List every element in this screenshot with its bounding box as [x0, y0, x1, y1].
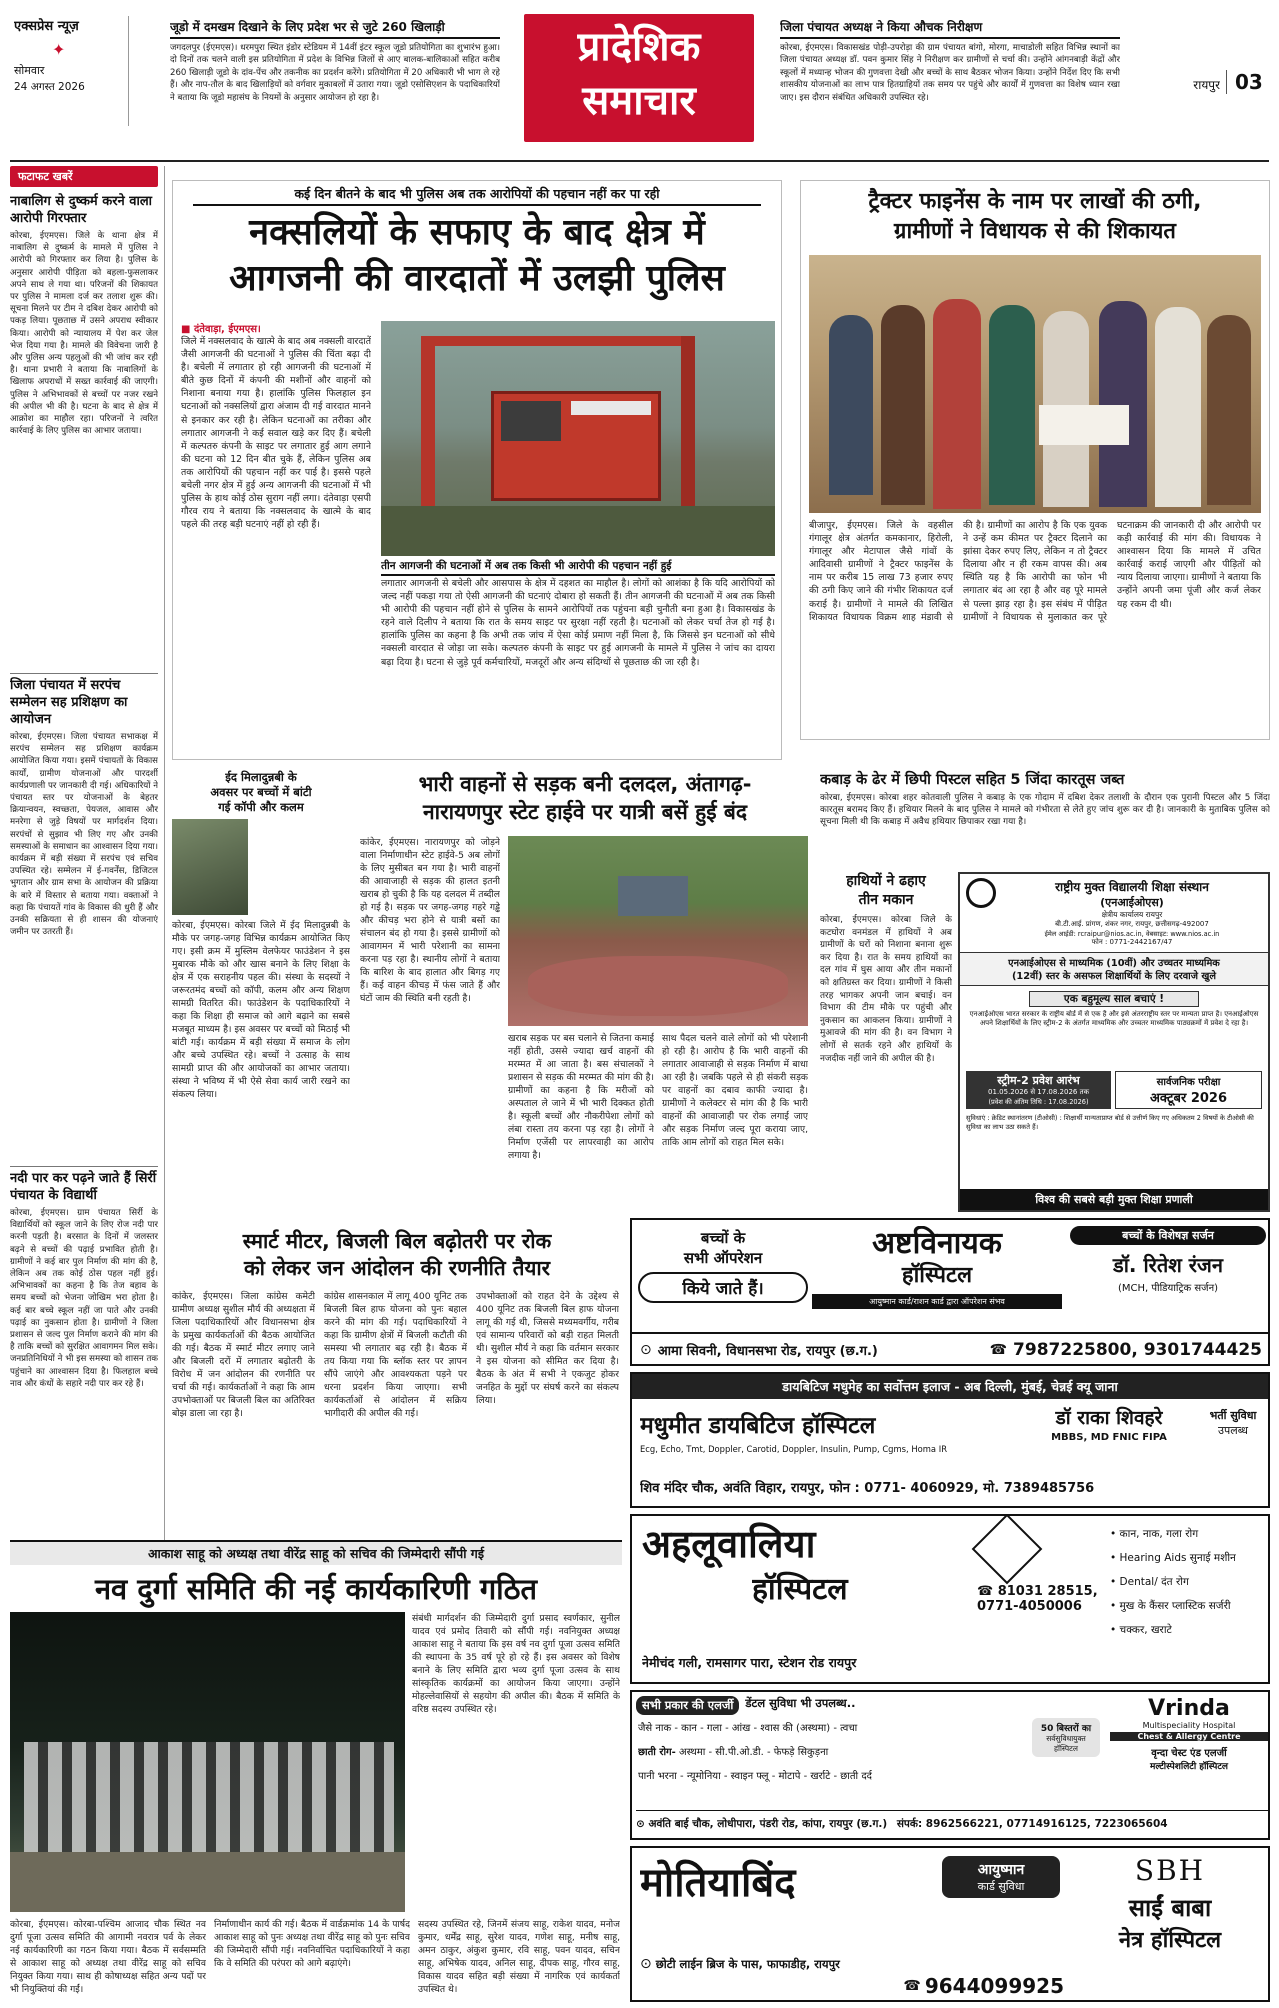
madhumeet-facility: भर्ती सुविधा: [1209, 1409, 1257, 1422]
vrinda-address: अवंति बाई चौक, लोधीपारा, पंडरी रोड, कांपा, रायपुर (छ.ग.): [648, 1818, 888, 1830]
road-col2: खराब सड़क पर बस चलाने से जितना कमाई नहीं होती, उससे ज्यादा खर्च वाहनों की मरम्मत में आ जाता है। बस संचालकों ने प्रशासन से सड़क की मरम्मत की मांग की है। ग्रामीणों का कहना है कि मरीजों को अस्पताल ले जाने में भी भारी दिक्कत होती है। स्कूली बच्चों और नौकरीपेशा लोगों को लंबा रास्ता तय करना पड़ रहा है। लोगों ने निर्माण एजेंसी पर लापरवाही का आरोप लगाया है।: [508, 1033, 654, 1161]
ahluwalia-service-1: • कान, नाक, गला रोग: [1110, 1528, 1199, 1540]
ashta-name: अष्टविनायक: [872, 1226, 1002, 1261]
top-left-headline: जूडो में दमखम दिखाने के लिए प्रदेश भर से जुटे 260 खिलाड़ी: [170, 18, 500, 39]
lead-col1: जिले में नक्सलवाद के खात्मे के बाद अब नक्सली वारदातें जैसी आगजनी की घटनाओं ने पुलिस की चिंता बढ़ा दी है। बचेली में लगातार हो रही आगजनी की घटनाओं में बीते कुछ दिनों में कंपनी की मशीनों और वाहनों को निशाना बनाया गया है। हालांकि पुलिस फिलहाल इन घटनाओं को नक्सलियों द्वारा अंजाम दी गई वारदात मानने से इनकार कर रही है। लेकिन घटनाओं का तरीका और लगातार आगजनी ने कई सवाल खड़े कर दिए हैं। बचेली में कल्पतरु कंपनी के साइट पर लगातार हुई आग लगाने की घटना को 12 दिन बीत चुके हैं, लेकिन पुलिस अब तक आरोपियों की पहचान नहीं कर पाई है। इससे पहले बचेली नगर क्षेत्र में हुई अन्य आगजनी की घटनाओं में भी पुलिस के हाथ कोई ठोस सुराग नहीं लगा। दंतेवाड़ा एसपी गौरव राय ने बताया कि नक्सलवाद के खात्मे के बाद पहले की तरह बड़ी घटनाएं नहीं हो रही हैं।: [181, 336, 371, 531]
road-headline-line1: भारी वाहनों से सड़क बनी दलदल, अंतागढ़-: [418, 772, 752, 796]
smart-meter-col3: उपभोक्ताओं को राहत देने के उद्देश्य से 400 यूनिट तक बिजली बिल हाफ योजना लागू की गई थी, जिससे मध्यमवर्गीय, गरीब एवं सामान्य परिवारों को बड़ी राहत मिलती थी। सुशील मौर्य ने कहा कि वर्तमान सरकार ने इस योजना को सीमित कर दिया है। बैठक के अंत में सभी ने एकजुट होकर जनहित के मुद्दों पर संघर्ष करने का संकल्प लिया।: [476, 1291, 619, 1406]
lead-photo-caption: तीन आगजनी की घटनाओं में अब तक किसी भी आरोपी की पहचान नहीं हुई: [381, 559, 775, 576]
top-right-body: कोरबा, ईएमएस। विकासखंड पोड़ी-उपरोड़ा की ग्राम पंचायत बांगो, मोरगा, माचाडोली सहित विभिन्न स्थानों का जिला पंचायत अध्यक्ष डॉ. पवन कुमार सिंह ने निरीक्षण कर ग्रामीणों से चर्चा की। उन्होंने आंगनबाड़ी केंद्रों और स्कूलों में मध्यान्ह भोजन की गुणवत्ता देखी और बच्चों के साथ बैठकर भोजन किया। उन्होंने निर्देश दिए कि सभी शासकीय योजनाओं का लाभ पात्र हितग्राहियों तक समय पर पहुंचे और कार्यों में गुणवत्ता का विशेष ध्यान रखा जाए। इस दौरान संबंधित अधिकारी उपस्थित रहे।: [780, 43, 1120, 103]
location-pin-icon: ⊙: [640, 1956, 652, 1972]
madhumeet-top-line: डायबिटिज मधुमेह का सर्वोत्तम इलाज - अब दिल्ली, मुंबई, चेन्नई क्यू जाना: [632, 1374, 1268, 1399]
ad-ahluwalia: [630, 1514, 1270, 1684]
vrinda-dental: डेंटल सुविधा भी उपलब्ध..: [745, 1696, 856, 1710]
lead-headline-line1: नक्सलियों के सफाए के बाद क्षेत्र में: [249, 212, 705, 253]
madhumeet-facility2: उपलब्ध: [1218, 1424, 1248, 1437]
fatafat-column: [10, 166, 158, 1566]
nios-stream-title: स्ट्रीम-2 प्रवेश आरंभ: [997, 1074, 1080, 1087]
madhumeet-address: शिव मंदिर चौक, अवंति विहार, रायपुर, फोन : 0771- 4060929, मो. 7389485756: [640, 1481, 1095, 1496]
saibaba-name: साईं बाबा: [1128, 1894, 1212, 1922]
ashta-doctor: डॉ. रितेश रंजन: [1113, 1253, 1223, 1277]
ahluwalia-services: [1110, 1522, 1268, 1642]
ahluwalia-service-5: • चक्कर, खराटे: [1110, 1624, 1172, 1636]
tractor-photo-villagers: [809, 255, 1261, 513]
nios-late-date: (प्रवेश की अंतिम तिथि : 17.08.2026): [988, 1098, 1089, 1106]
lead-photo-generator: [381, 321, 775, 556]
durga-col2: कोरबा, ईएमएस। कोरबा-पश्चिम आजाद चौक स्थित नव दुर्गा पूजा उत्सव समिति की आगामी नवरात्र पर्व के लेकर नई कार्यकारिणी का गठन किया गया। बैठक में सर्वसम्मति से आकाश साहू को अध्यक्ष तथा वीरेंद्र साहू को सचिव नियुक्त किया गया। साथ ही कोषाध्यक्ष सहित अन्य पदों पर भी नियुक्तियां की गईं।: [10, 1919, 206, 1995]
tractor-story: [800, 180, 1270, 740]
paper-name: एक्सप्रेस न्यूज़: [14, 19, 79, 34]
nios-address: बी.टी.आई. प्रांगण, शंकर नगर, रायपुर, छत्तीसगढ़-492007: [1055, 920, 1209, 928]
issue-date: 24 अगस्त 2026: [14, 81, 85, 93]
top-left-story: [170, 18, 500, 138]
ahluwalia-phone2: 0771-4050006: [977, 1599, 1082, 1614]
saibaba-phone: 9644099925: [924, 1974, 1064, 1998]
lead-kicker: कई दिन बीतने के बाद भी पुलिस अब तक आरोपियों की पहचान नहीं कर पा रही: [193, 185, 761, 206]
road-headline-line2: नारायणपुर स्टेट हाईवे पर यात्री बसें हुई बंद: [422, 800, 748, 824]
ahluwalia-address: नेमीचंद गली, रामसागर पारा, स्टेशन रोड रायपुर: [642, 1655, 857, 1670]
top-right-story: [780, 18, 1120, 138]
smart-meter-col2: कांग्रेस शासनकाल में लागू 400 यूनिट तक बिजली बिल हाफ योजना को पुनः बहाल करने की मांग की गई। पदाधिकारियों ने कहा कि ग्रामीण क्षेत्रों में बिजली कटौती की समस्या भी लगातार बढ़ रही है। बैठक में तय किया गया कि ब्लॉक स्तर पर ज्ञापन सौंपे जाएंगे और आवश्यकता पड़ने पर धरना प्रदर्शन किया जाएगा। सभी कार्यकर्ताओं से आंदोलन में सक्रिय भागीदारी की अपील की गई।: [324, 1291, 467, 1419]
nios-exam-title: सार्वजनिक परीक्षा: [1156, 1077, 1221, 1088]
ashta-specialist-label: बच्चों के विशेषज्ञ सर्जन: [1070, 1226, 1266, 1245]
tractor-body: बीजापुर, ईएमएस। जिले के वहसील गंगालूर क्षेत्र अंतर्गत कमकानार, हिरोली, गंगालूर और मेटापाल जैसे गांवों के आदिवासी ग्रामीणों ने ट्रैक्टर फाइनेंस के नाम पर करीब 15 लाख 73 हजार रुपए की ठगी किए जाने की गंभीर शिकायत दर्ज कराई है। ग्रामीणों ने मामले की लिखित शिकायत विधायक विक्रम शाह मंडावी से की है। ग्रामीणों का आरोप है कि एक युवक ने उन्हें कम कीमत पर ट्रैक्टर दिलाने का झांसा देकर रुपए लिए, लेकिन न तो ट्रैक्टर दिलाया और न ही रकम वापस की। अब स्थिति यह है कि आरोपी का फोन भी लगातार बंद आ रहा है और वह पूरे मामले से पल्ला झाड़ रहा है। इस संबंध में पीड़ित ग्रामीणों ने विधायक से मुलाकात कर पूरे घटनाक्रम की जानकारी दी और आरोपी पर कड़ी कार्रवाई की मांग की। विधायक ने आश्वासन दिया कि मामले में उचित कार्रवाई कराई जाएगी और पीड़ितों को न्याय दिलाया जाएगा। ग्रामीणों ने बताया कि उन्होंने अपनी जमा पूंजी और कर्ज लेकर यह रकम दी थी।: [809, 520, 1261, 623]
ahluwalia-service-4: • मुख के कैंसर प्लास्टिक सर्जरी: [1110, 1600, 1231, 1612]
ashta-left-line2: सभी ऑपरेशन: [683, 1249, 763, 1267]
bullet-icon: ■: [181, 324, 194, 335]
nios-main-line1: एनआईओएस से माध्यमिक (10वीं) और उच्चतर माध्यमिक: [960, 952, 1268, 969]
smart-meter-col1: कांकेर, ईएमएस। जिला कांग्रेस कमेटी ग्रामीण अध्यक्ष सुशील मौर्य की अध्यक्षता में जिला पदाधिकारियों और विधानसभा क्षेत्र के प्रमुख कार्यकर्ताओं की बैठक आयोजित की गई। बैठक में स्मार्ट मीटर लगाए जाने और बिजली दरों में लगातार बढ़ोतरी के विरोध में जन आंदोलन की रणनीति पर चर्चा की गई। कार्यकर्ताओं ने कहा कि आम उपभोक्ताओं पर बिजली बिल का अतिरिक्त बोझ डाला जा रहा है।: [172, 1291, 315, 1419]
ashta-name2: हॉस्पिटल: [901, 1263, 973, 1288]
ad-vrinda: [630, 1690, 1270, 1840]
ad-madhumeet: [630, 1372, 1270, 1508]
elephant-body: कोरबा, ईएमएस। कोरबा जिले के कटघोरा वनमंडल में हाथियों ने अब ग्रामीणों के घरों को निशाना बनाना शुरू कर दिया है। रात के समय हाथियों का दल गांव में घुस आया और तीन मकानों को क्षतिग्रस्त कर दिया। ग्रामीणों ने किसी तरह भागकर अपनी जान बचाई। वन विभाग की टीम मौके पर पहुंची और नुकसान का आकलन किया। ग्रामीणों ने मुआवजे की मांग की है। वन विभाग ने लोगों से सतर्क रहने और हाथियों के नजदीक नहीं जाने की अपील की है।: [820, 915, 952, 1064]
pistol-story: [820, 770, 1270, 865]
durga-kicker: आकाश साहू को अध्यक्ष तथा वीरेंद्र साहू को सचिव की जिम्मेदारी सौंपी गई: [10, 1540, 622, 1565]
lead-headline-line2: आगजनी की वारदातों में उलझी पुलिस: [229, 258, 725, 299]
eid-headline-line2: अवसर पर बच्चों में बांटी: [210, 785, 312, 799]
nios-phone: फोन : 0771-2442167/47: [1091, 938, 1173, 946]
vrinda-beds: 50 बिस्तरों का: [1040, 1724, 1092, 1734]
ad-saibaba: [630, 1846, 1270, 2002]
nios-golden-badge: एक बहुमूल्य साल बचाएं !: [1029, 991, 1199, 1007]
paper-logo-block: [14, 16, 129, 126]
fatafat-item3-body: कोरबा, ईएमएस। ग्राम पंचायत सिर्री के विद्यार्थियों को स्कूल जाने के लिए रोज नदी पार करनी पड़ती है। बरसात के दिनों में जलस्तर बढ़ने से बच्चों की पढ़ाई प्रभावित होती है। ग्रामीणों ने कई बार पुल निर्माण की मांग की है, लेकिन अब तक कोई ठोस पहल नहीं हुई। अभिभावकों का कहना है कि तेज बहाव के समय बच्चों को भेजना जोखिम भरा होता है। कई बार बच्चे स्कूल नहीं जा पाते और उनकी पढ़ाई का नुकसान होता है। ग्रामीणों ने जिला प्रशासन से जल्द पुल निर्माण कराने की मांग की है ताकि बच्चों को सुरक्षित आवागमन मिल सके। जनप्रतिनिधियों ने भी इस समस्या को शासन तक पहुंचाने का आश्वासन दिया है। फिलहाल बच्चे नाव और कंधों के सहारे नदी पार कर रहे हैं।: [10, 1208, 158, 1389]
fatafat-item2-body: कोरबा, ईएमएस। जिला पंचायत सभाकक्ष में सरपंच सम्मेलन सह प्रशिक्षण कार्यक्रम आयोजित किया गया। इसमें पंचायतों के विकास कार्यों, ग्रामीण योजनाओं और पारदर्शी कार्यप्रणाली पर जानकारी दी गई। अधिकारियों ने पंचायत स्तर पर योजनाओं के बेहतर क्रियान्वयन, स्वच्छता, पेयजल, आवास और मनरेगा से जुड़े विषयों पर मार्गदर्शन दिया। सरपंचों से सुझाव भी लिए गए और उनकी समस्याओं के समाधान का आश्वासन दिया गया। कार्यक्रम में बड़ी संख्या में सरपंच एवं सचिव उपस्थित रहे। सम्मेलन में ई-गवर्नेंस, डिजिटल भुगतान और ग्राम सभा के आयोजन की प्रक्रिया के बारे में विस्तार से बताया गया। वक्ताओं ने कहा कि पंचायतें गांव के विकास की धुरी हैं और उनकी सक्रियता से ही शासन की योजनाएं जमीन पर उतरती हैं।: [10, 732, 158, 938]
fatafat-label: फटाफट खबरें: [10, 166, 158, 187]
ashta-tag: आयुष्मान कार्ड/राशन कार्ड द्वारा ऑपरेशन संभव: [812, 1294, 1062, 1309]
durga-photo-group: [10, 1612, 405, 1912]
vrinda-contact: संपर्क: 8962566221, 07714916125, 7223065604: [896, 1818, 1168, 1830]
fatafat-item1-body: कोरबा, ईएमएस। जिले के थाना क्षेत्र में नाबालिग से दुष्कर्म के मामले में पुलिस ने आरोपी को गिरफ्तार कर लिया है। पुलिस के अनुसार आरोपी पीड़िता को बहला-फुसलाकर अपने साथ ले गया था। परिजनों की शिकायत पर पुलिस ने मामला दर्ज कर तलाश शुरू की। सूचना मिलने पर टीम ने दबिश देकर आरोपी को पकड़ लिया। पूछताछ में उसने अपराध स्वीकार किया। आरोपी को न्यायालय में पेश कर जेल भेज दिया गया है। मामले की विवेचना जारी है और पुलिस अन्य पहलुओं की भी जांच कर रही है। थाना प्रभारी ने बताया कि नाबालिगों के खिलाफ अपराधों में सख्त कार्रवाई की जाएगी। पुलिस ने अभिभावकों से बच्चों पर नजर रखने की अपील भी की है। घटना के बाद से क्षेत्र में आक्रोश का माहौल रहा। परिजनों ने त्वरित कार्रवाई के लिए पुलिस का आभार जताया।: [10, 231, 158, 437]
ashta-left-line3: किये जाते हैं।: [638, 1272, 808, 1303]
phone-icon: ☎: [977, 1584, 998, 1599]
lead-story: [172, 180, 782, 760]
madhumeet-tests: Ecg, Echo, Tmt, Doppler, Carotid, Doppler, Insulin, Pump, Cgms, Homa IR: [640, 1444, 948, 1454]
pistol-headline: कबाड़ के ढेर में छिपी पिस्टल सहित 5 जिंदा कारतूस जब्त: [820, 772, 1125, 788]
ahluwalia-name2: हॉस्पिटल: [752, 1572, 848, 1607]
vrinda-allergy-items: जैसे नाक - कान - गला - आंख - श्वास की (अस्थमा) - त्वचा: [638, 1723, 858, 1734]
smart-meter-story: [172, 1228, 622, 1533]
saibaba-title: मोतियाबिंद: [640, 1860, 796, 1906]
vrinda-name-sub: Multispeciality Hospital: [1142, 1721, 1236, 1730]
nios-title: राष्ट्रीय मुक्त विद्यालयी शिक्षा संस्थान: [1055, 880, 1209, 894]
durga-headline: नव दुर्गा समिति की नई कार्यकारिणी गठित: [94, 1572, 538, 1606]
nios-logo-icon: [966, 878, 996, 908]
ashta-left-line1: बच्चों के: [700, 1229, 746, 1247]
eid-body: कोरबा, ईएमएस। कोरबा जिले में ईद मिलादुन्नबी के मौके पर जगह-जगह विभिन्न कार्यक्रम आयोजित किए गए। इसी क्रम में मुस्लिम वेलफेयर फाउंडेशन ने इस मुबारक मौके को और खास बनाने के लिए शिक्षा के क्षेत्र में एक सराहनीय पहल की। संस्था के सदस्यों ने जरूरतमंद बच्चों को कॉपी, कलम और अन्य शिक्षण सामग्री वितरित की। फाउंडेशन के पदाधिकारियों ने कहा कि शिक्षा ही समाज को आगे बढ़ाने का सबसे मजबूत माध्यम है। इस अवसर पर बच्चों को मिठाई भी बांटी गई। कार्यक्रम में बड़ी संख्या में समाज के लोग और बच्चे उपस्थित रहे। बच्चों ने उत्साह के साथ सामग्री प्राप्त की और आयोजकों का आभार जताया। संस्था ने भविष्य में भी ऐसे सेवा कार्य जारी रखने का संकल्प लिया।: [172, 920, 350, 1100]
ashta-address: आमा सिवनी, विधानसभा रोड, रायपुर (छ.ग.): [657, 1344, 878, 1359]
masthead-divider: [10, 160, 1269, 162]
saibaba-ayushman2: कार्ड सुविधा: [977, 1880, 1025, 1893]
issue-day: सोमवार: [14, 64, 45, 77]
location-pin-icon: ⊙: [640, 1342, 652, 1358]
ad-nios: [958, 872, 1270, 1212]
star-icon: ✦: [52, 40, 66, 59]
ashta-phone: 7987225800, 9301744425: [1013, 1340, 1262, 1360]
saibaba-name2: नेत्र हॉस्पिटल: [1118, 1928, 1222, 1953]
page-number: 03: [1226, 70, 1270, 94]
elephant-headline-line2: तीन मकान: [858, 892, 914, 908]
durga-col4: सदस्य उपस्थित रहे, जिनमें संजय साहू, राकेश यादव, मनोज कुमार, धर्मेंद्र साहू, सुरेश यादव, गणेश साहू, मनीष साहू, अमन ठाकुर, अंकुश कुमार, रवि साहू, पवन यादव, सचिन साहू, अभिषेक यादव, अनिल साहू, दीपक साहू, गौरव साहू, विकास यादव सहित बड़ी संख्या में नागरिक एवं कार्यकर्ता उपस्थित थे।: [418, 1919, 620, 1995]
tractor-headline-line2: ग्रामीणों ने विधायक से की शिकायत: [894, 219, 1176, 244]
madhumeet-name: मधुमीत डायबिटिज हॉस्पिटल: [640, 1413, 876, 1439]
saibaba-address: छोटी लाईन ब्रिज के पास, फाफाडीह, रायपुर: [655, 1956, 840, 1971]
ahluwalia-service-3: • Dental/ दंत रोग: [1110, 1576, 1189, 1588]
saibaba-ayushman: आयुष्मान: [977, 1862, 1025, 1878]
vrinda-chest-items: अस्थमा - सी.पी.ओ.डी. - फेफड़े सिकुड़ना: [679, 1747, 829, 1758]
phone-icon: ☎: [989, 1342, 1008, 1358]
eid-story: [172, 770, 350, 1220]
eid-photo: [172, 819, 248, 915]
elephant-headline-line1: हाथियों ने ढहाए: [846, 873, 926, 889]
durga-col3: निर्माणाधीन कार्य की गई। बैठक में वार्डक्रमांक 14 के पार्षद आकाश साहू को पुनः अध्यक्ष तथा वीरेंद्र साहू को पुनः सचिव की जिम्मेदारी सौंपी गई। नवनिर्वाचित पदाधिकारियों ने कहा कि वे समिति की परंपरा को आगे बढ़ाएंगे।: [214, 1919, 410, 1969]
tractor-headline-line1: ट्रैक्टर फाइनेंस के नाम पर लाखों की ठगी,: [868, 189, 1202, 214]
city-label: रायपुर: [1193, 78, 1220, 92]
ahluwalia-phone1: ☎ 81031 28515,: [977, 1584, 1098, 1599]
ashta-degree: (MCH, पीडियाट्रिक सर्जन): [1117, 1283, 1219, 1294]
nios-info: एनआईओएस भारत सरकार के राष्ट्रीय बोर्ड में से एक है और इसे अंतरराष्ट्रीय स्तर पर मान्यता प्राप्त है। एनआईओएस अपने शिक्षार्थियों के लिए स्ट्रीम-2 के अंतर्गत माध्यमिक और उच्चतर माध्यमिक पाठ्यक्रमों में प्रवेश दे रहा है।: [969, 1010, 1259, 1028]
smart-meter-headline-line2: को लेकर जन आंदोलन की रणनीति तैयार: [243, 1256, 551, 1280]
vrinda-chest-label: छाती रोग-: [638, 1747, 676, 1758]
section-title-box: [524, 14, 754, 142]
madhumeet-doctor: डॉ राका शिवहरे: [1055, 1407, 1163, 1429]
durga-col1: संबंधी मार्गदर्शन की जिम्मेदारी दुर्गा प्रसाद स्वर्णकार, सुनील यादव एवं प्रमोद तिवारी को सौंपी गई। नवनियुक्त अध्यक्ष आकाश साहू ने बताया कि इस वर्ष नव दुर्गा पूजा उत्सव समिति की स्थापना के 35 वर्ष पूरे हो रहे हैं। इस अवसर को विशेष बनाने के लिए समिति द्वारा भव्य दुर्गा पूजा उत्सव के साथ सांस्कृतिक कार्यक्रमों का आयोजन किया जाएगा। उन्होंने मोहल्लेवासियों से सहयोग की अपील की। बैठक में समिति के वरिष्ठ सदस्य उपस्थित रहे।: [412, 1613, 620, 1715]
nios-footer-note: सुविधाएं : क्रेडिट स्थानांतरण (टीओसी) : शिक्षार्थी मान्यताप्राप्त बोर्ड से उत्तीर्ण किए गए अधिकतम 2 विषयों के टीओसी की सुविधा का लाभ उठा सकते हैं।: [966, 1114, 1254, 1131]
nios-tagline: विश्व की सबसे बड़ी मुक्त शिक्षा प्रणाली: [960, 1189, 1268, 1210]
ahluwalia-name: अहलूवालिया: [642, 1522, 816, 1566]
nios-stream-dates: 01.05.2026 से 17.08.2026 तक: [988, 1088, 1089, 1096]
durga-story: [10, 1540, 622, 2002]
smart-meter-headline-line1: स्मार्ट मीटर, बिजली बिल बढ़ोतरी पर रोक: [242, 1229, 552, 1253]
vrinda-name: Vrinda: [1148, 1696, 1230, 1721]
saibaba-logo: SBH: [1134, 1854, 1206, 1887]
masthead: [0, 0, 1279, 160]
elephant-story: [820, 872, 952, 1212]
top-right-headline: जिला पंचायत अध्यक्ष ने किया औचक निरीक्षण: [780, 18, 1120, 39]
nios-exam-month: अक्टूबर 2026: [1149, 1091, 1228, 1106]
left-column-rule: [164, 166, 165, 1546]
road-col1: कांकेर, ईएमएस। नारायणपुर को जोड़ने वाला निर्माणाधीन स्टेट हाईवे-5 अब लोगों के लिए मुसीबत बन गया है। भारी वाहनों की आवाजाही से सड़क की हालत इतनी खराब हो चुकी है कि यह दलदल में तब्दील हो गई है। सड़क पर जगह-जगह गहरे गड्ढे और कीचड़ भरा होने से यात्री बसों का संचालन बंद हो गया है। इससे ग्रामीणों को आवागमन में भारी परेशानी का सामना करना पड़ रहा है। स्थानीय लोगों ने बताया कि बारिश के बाद हालात और बिगड़ गए हैं। कई वाहन कीचड़ में फंस जाते हैं और घंटों जाम की स्थिति बनी रहती है।: [360, 837, 500, 1004]
pistol-body: कोरबा, ईएमएस। कोरबा शहर कोतवाली पुलिस ने कबाड़ के एक गोदाम में दबिश देकर तलाशी के दौरान एक पुरानी पिस्टल और 5 जिंदा कारतूस बरामद किए हैं। हथियार मिलने के बाद पुलिस ने मामले को गंभीरता से लेते हुए जांच शुरू कर दी है। जानकारी के मुताबिक पुलिस को सूचना मिली थी कि कबाड़ में अवैध हथियार छिपाकर रखा गया है।: [820, 793, 1270, 828]
fatafat-item3-title: नदी पार कर पढ़ने जाते हैं सिर्री पंचायत के विद्यार्थी: [10, 1171, 157, 1203]
lead-byline: ■ दंतेवाड़ा, ईएमएस।: [181, 324, 261, 335]
location-pin-icon: ⊙: [636, 1818, 649, 1830]
ad-ashtavinayak: [630, 1218, 1270, 1366]
vrinda-hindi-name: वृन्दा चेस्ट एंड एलर्जी: [1151, 1748, 1227, 1759]
eid-headline-line1: ईद मिलादुन्नबी के: [225, 770, 297, 784]
vrinda-other-items: पानी भरना - न्यूमोनिया - स्वाइन फ्लू - मोटापे - खर्राटे - छाती दर्द: [638, 1771, 872, 1782]
ahluwalia-logo-icon: [972, 1514, 1043, 1584]
eid-headline-line3: गई कॉपी और कलम: [218, 800, 304, 814]
fatafat-item1-title: नाबालिग से दुष्कर्म करने वाला आरोपी गिरफ्तार: [10, 194, 153, 226]
nios-contact: ईमेल आईडी: rcraipur@nios.ac.in, वेबसाइट: www.nios.ac.in: [1044, 930, 1220, 938]
vrinda-allergy: सभी प्रकार की एलर्जी: [636, 1696, 739, 1715]
ahluwalia-service-2: • Hearing Aids सुनाई मशीन: [1110, 1552, 1236, 1564]
phone-icon: ☎: [903, 1978, 921, 1994]
road-photo-mud: [508, 836, 808, 1026]
section-title-line2: समाचार: [582, 78, 696, 124]
top-left-body: जगदलपुर (ईएमएस)। धरमपुरा स्थित इंडोर स्टेडियम में 14वीं इंटर स्कूल जूडो प्रतियोगिता का शुभारंभ हुआ। दो दिनों तक चलने वाली इस प्रतियोगिता में प्रदेश के विभिन्न जिलों से आए बालक-बालिकाओं सहित करीब 260 खिलाड़ी जूडो के दांव-पेंच और तकनीक का प्रदर्शन करेंगे। प्रतियोगिता में 20 अधिकारी भी भाग ले रहे हैं। और नाप-तौल के बाद खिलाड़ियों को वर्गवार मुकाबलों में उतारा गया। जूडो एसोसिएशन के पदाधिकारियों ने बताया कि जूडो महासंघ के नियमों के अनुसार आयोजन हो रहा है।: [170, 43, 500, 103]
nios-main-line2: (12वीं) स्तर के असफल शिक्षार्थियों के लिए दरवाजे खुले: [960, 969, 1268, 986]
vrinda-beds2: सर्वसुविधायुक्त हॉस्पिटल: [1046, 1734, 1086, 1753]
vrinda-hindi-name2: मल्टीस्पेशलिटी हॉस्पिटल: [1149, 1762, 1229, 1772]
road-story: [360, 770, 810, 1220]
nios-office: क्षेत्रीय कार्यालय रायपुर: [1101, 910, 1163, 919]
lead-col3: लगातार आगजनी से बचेली और आसपास के क्षेत्र में दहशत का माहौल है। लोगों को आशंका है कि यदि आरोपियों को जल्द नहीं पकड़ा गया तो ऐसी आगजनी की घटनाएं दोबारा हो सकती हैं। तीन आगजनी की घटनाओं में अब तक किसी भी आरोपी की पहचान नहीं होने से पुलिस के सामने आरोपियों तक पहुंचना बड़ी चुनौती बना हुआ है। विकासखंड के रहने वाले दिलीप ने बताया कि रात के समय साइट पर सुरक्षा नहीं रहती है। घटनाओं को लेकर चर्चा तेज हो गई है। हालांकि पुलिस का कहना है कि अभी तक जांच में ऐसा कोई प्रमाण नहीं मिला है, कि जिससे इन घटनाओं को सीधे नक्सली वारदात से जोड़ा जा सके। कल्पतरु कंपनी के साइट पर हुई आगजनी के मामले में पुलिस ने जांच का दायरा बढ़ा दिया है। घटना से जुड़े पूर्व कर्मचारियों, मजदूरों और अन्य संदिग्धों से पूछताछ की जा रही है।: [381, 578, 775, 668]
fatafat-item2-title: जिला पंचायत में सरपंच सम्मेलन सह प्रशिक्षण का आयोजन: [10, 678, 128, 727]
nios-subtitle: (एनआईओएस): [1100, 896, 1164, 909]
madhumeet-degree: MBBS, MD FNIC FIPA: [1051, 1432, 1167, 1443]
road-col3: साथ पैदल चलने वाले लोगों को भी परेशानी हो रही है। आरोप है कि भारी वाहनों की लगातार आवाजाही से सड़क निर्माण में बाधा आ रही है। जबकि पहले से ही संकरी सड़क पर वाहनों का दबाव काफी ज्यादा है। ग्रामीणों ने कलेक्टर से मांग की है कि भारी वाहनों की आवाजाही पर रोक लगाई जाए और सड़क निर्माण जल्द पूरा कराया जाए, ताकि आम लोगों को राहत मिल सके।: [662, 1033, 808, 1148]
section-title-line1: प्रादेशिक: [577, 24, 701, 70]
vrinda-name-sub2: Chest & Allergy Centre: [1110, 1732, 1268, 1741]
